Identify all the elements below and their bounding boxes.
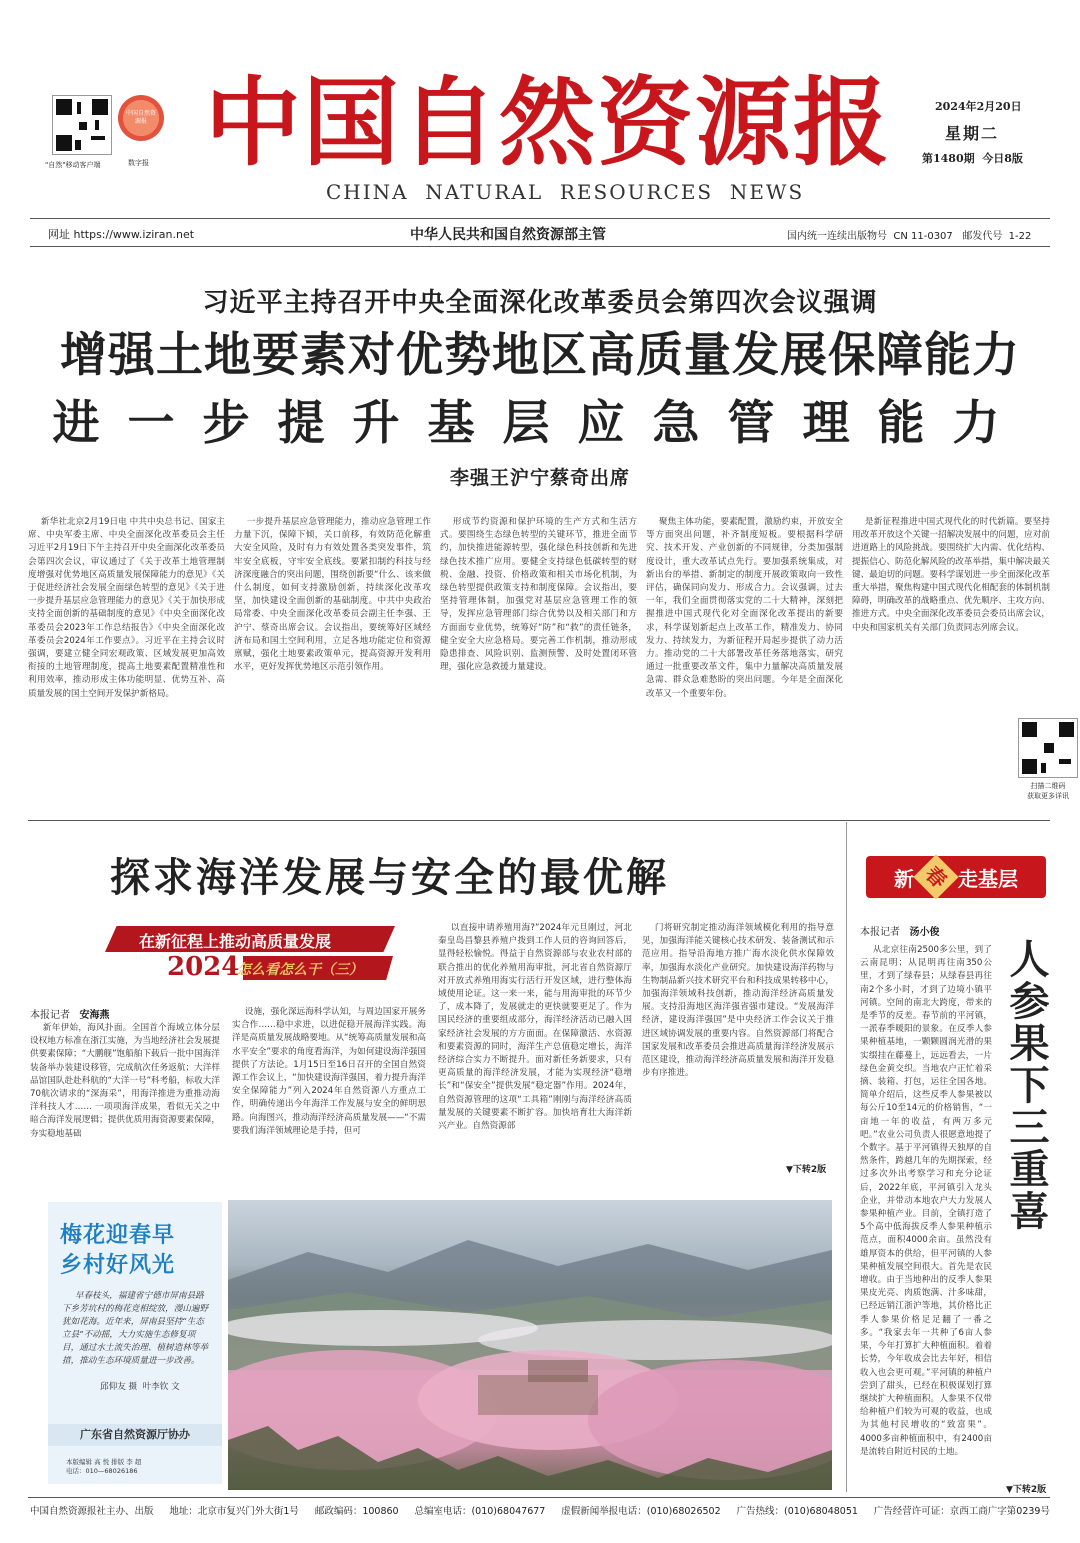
qr-app-label: "自然"移动客户端: [45, 161, 101, 169]
ocean-banner: [105, 920, 395, 990]
qr-digital-label: 数字报: [128, 159, 149, 167]
spring-badge: [866, 856, 1046, 898]
ocean-column-3: 以直接申请养殖用海?”2024年元旦刚过，河北秦皇岛昌黎县养殖户拨到工作人员的咨询回答后，显得轻松愉悦。得益于自然资源部与农业农村部的联合推出的优化养殖用海审批，河北省自然资源厅对开放式养殖用海实行活行开发区域，进行整体海域使用论证。这一来一来，能与用海审批的环节少了，成本降了，发展就走的更快就要更足了。作为国民经济的重要组成部分，海洋经济活动已融入国家经济社会发展的方方面面。在保障激活、水资源和要素资源的同时，海洋生产总值稳定增长，海洋经济综合实力不断提升。面对新任务新要求，只有更高质量的海洋经济发展，才能为实现经济“稳增长”和“保安全”提供发展“稳定器”作用。2024年，自然资源管理的这项“工具箱”刚刚与海洋经济高质量发展的关键要素不断扩容。加快培育壮大海洋新兴产业。自然资源部: [438, 923, 632, 1132]
seal-text: 中国自然资源报: [125, 110, 156, 125]
ocean-column-1: 新年伊始，海风扑面。全国首个海域立体分层设权地方标准在浙江实施，为当地经济社会发展提供要素保障；“大鹏舰”饱船舶下载后一批中国海洋装备举办装建设移管，完成航次任务返航；大洋样品馆国队赴赴科航的“大洋一号”科考船，标收大洋70航次请求的“深海采”，用海洋推进为重推动海洋科技人才…… 一项项海洋成果，看似无关之中暗合海洋发展逻辑；提供优质用海资源要素保障，夯实稳地基础: [30, 1023, 220, 1139]
ocean-column-2: 设施，强化深远海科学认知，与周边国家开展务实合作……稳中求进，以进促稳开展海洋实践。海洋是高质量发展战略要地。从“统筹高质量发展和高水平安全”要求的角度看海洋，为如何建设海洋强国提供了方法论。1月15日至16日召开的全国自然资源工作会议上，“加快建设海洋强国，着力提升海洋安全保障能力”列入2024年自然资源八方重点工作，明确传递出今年海洋工作发展与安全的鲜明思路。向海图兴，推动海洋经济高质量发展——“不需要我们海洋领域理论是手持，但可: [232, 1007, 426, 1136]
ocean-column-4: 门将研究制定推动海洋领域模化利用的指导意见，加强海洋能关键核心技术研发、装备测试和示范应用。指导沿海地方推广海水淡化供水保障效率，加强海水淡化产业研究。加快建设海洋药物与生物制品新兴技术研究平台和科技成果转移中心，加强海洋领域科技创新，推动海洋经济高质量发展。支持沿海地区海洋强省强市建设。“发展海洋经济，建设海洋强国”是中央经济工作会议关于推进区域协调发展的重要内容。自然资源部门将配合国家发展和改革委员会推进高质量海洋经济发展示范区建设，推动海洋经济高质量发展和海洋开发稳步有序推进。: [642, 923, 834, 1079]
photo-title-1: 梅花迎春早: [60, 1223, 176, 1248]
badge-post: 走基层: [958, 866, 1018, 891]
banner-title: 在新征程上推动高质量发展: [139, 932, 332, 951]
side-byline-name: 汤小俊: [909, 927, 940, 938]
lead-column-3: 形成节约资源和保护环境的生产方式和生活方式。要围绕生态绿色转型的关键环节，推进全面节约，加快推进能源转型，强化绿色科技创新和先进绿色技术推广应用。要健全支持绿色低碳转型的财税、金融、投资、价格政策和相关市场化机制，为绿色转型提供政策支持和制度保障。会议指出，要坚持管理体制，加强党对基层应急管理工作的领导，发挥应急管理部门综合优势以及相关部门和方方面面专业优势，统筹好“防”和“救”的责任链条，健全安全大应急格局。要完善工作机制，推动形成隐患排查、风险识别、监测预警、及时处置闭环管理，强化应急救援力量建设。: [440, 517, 637, 673]
partner-credit: 广东省自然资源厅协办: [48, 1424, 222, 1446]
footer-tel-ad: 广告热线：(010)68048051: [736, 1506, 858, 1517]
footer-bar: [30, 1503, 1050, 1517]
lead-column-1: 新华社北京2月19日电 中共中央总书记、国家主席、中央军委主席、中央全面深化改革委员会主任习近平2月19日下午主持召开中央全面深化改革委员会第四次会议，审议通过了《关于改革土地管理制度增强对优势地区高质量发展保障能力的意见》《关于促进经济社会发展全面绿色转型的意见》《关于进一步提升基层应急管理能力的意见》《关于加快形成支持全面创新的基础制度的意见》《中央全面深化改革委员会2023年工作总结报告》《中央全面深化改革委员会2024年工作要点》。习近平在主持会议时强调，要建立健全同宏观政策、区域发展更加高效衔接的土地管理制度，提高土地要素配置精准性和利用效率，推动形成主体功能明显、优势互补、高质量发展的国土空间开发保护新格局。: [28, 517, 225, 699]
photo-caption: 早春枝头，福建省宁德市屏南县路下乡芳坑村的梅花竞相绽放，漫山遍野犹如花海。近年来，屏南县坚持“生态立县”不动摇，大力实施生态修复项目，通过水土流失治理、植树造林等举措，推动生态环境质量进一步改善。: [62, 1291, 209, 1366]
masthead-english: CHINA NATURAL RESOURCES NEWS: [326, 180, 805, 204]
side-byline: [860, 923, 940, 938]
lead-column-5: 是新征程推进中国式现代化的时代新篇。要坚持用改革开放这个关键一招解决发展中的问题，应对前进道路上的风险挑战。要围绕扩大内需、优化结构、提振信心、防范化解风险的改革举措，集中解决最关键、最迫切的问题。要科学谋划进一步全面深化改革重大举措，聚焦构建中国式现代化相配套的体制机制障碍，明确改革的战略重点、优先顺序、主攻方向、推进方式。中央全面深化改革委员会委员出席会议，中央和国家机关有关部门负责同志列席会议。: [852, 517, 1050, 633]
badge-pre: 新: [894, 866, 914, 891]
plum-blossom-photo: [228, 1200, 832, 1490]
issue-date: 2024年2月20日: [935, 100, 1022, 113]
lead-headline-2: 进一步提升基层应急管理能力: [52, 396, 1028, 451]
lead-subline: 李强王沪宁蔡奇出席: [449, 467, 630, 489]
side-continued: ▼下转2版: [1006, 1485, 1047, 1495]
footer-publisher: 中国自然资源报社主办、出版: [30, 1506, 154, 1517]
lead-column-2: 一步提升基层应急管理能力，推动应急管理工作力量下沉，保障下倾，关口前移，有效防范化解重大安全风险，及时有力有效处置各类突发事件，筑牢安全底板，守牢安全底线。要紧扣制约科技与经济深度融合的突出问题，围绕创新要“什么、该来做什么制度，如何支持激励创新，持续深化改革攻坚，加快建设全面创新的基础制度。中共中央政治局常委、中央全面深化改革委员会副主任李强、王沪宁、蔡奇出席会议。会议指出，要统筹好区域经济布局和国土空间利用，立足各地功能定位和资源禀赋，强化土地要素政策单元，提高资源开发利用水平，更好发挥优势地区示范引领作用。: [234, 517, 431, 673]
ocean-headline: 探求海洋发展与安全的最优解: [110, 855, 669, 901]
masthead-rule-top: [30, 218, 1050, 219]
banner-year: 2024: [163, 952, 243, 982]
page-editors: 本版编辑 高 悦 排版 李 超 电话：010—68026186: [66, 1458, 142, 1475]
serial-number: 国内统一连续出版物号 CN 11-0307 邮发代号 1-22: [787, 231, 1032, 242]
side-divider: [846, 822, 847, 1492]
masthead-rule-bottom: [30, 246, 1050, 247]
side-headline: 人参果下三重喜: [1003, 938, 1050, 1232]
website[interactable]: 网址 https://www.iziran.net: [48, 228, 195, 241]
banner-subtitle: 怎么看怎么干（三）: [237, 962, 363, 978]
lead-column-4: 聚焦主体功能，要素配置，激励约束，开放安全等方面突出问题，补齐制度短板。要根据科学研究、技术开发、产业创新的不同规律，分类加强制度设计，重大改革试点先行。要加强系统集成，对新出台的举措、新制定的制度开展政策取向一致性评估，确保同向发力、形成合力。会议强调，过去一年，我们全面贯彻落实党的二十大精神，深刻把握推进中国式现代化对全面深化改革提出的新要求，科学谋划新起点上改革工作，精准发力、协同发力、持续发力，为新征程开局起步提供了动力活力。推动党的二十大部署改革任务落地落实，研究通过一批重要改革文件，集中力量解决高质量发展急需、群众急难愁盼的突出问题。今年是全面深化改革又一个重要年份。: [646, 517, 843, 699]
footer-tel-report: 虚假新闻举报电话：(010)68026502: [561, 1506, 721, 1517]
ocean-byline-name: 安海燕: [79, 1010, 110, 1021]
lead-qr-code[interactable]: [1018, 718, 1078, 778]
lead-headline-1: 增强土地要素对优势地区高质量发展保障能力: [60, 328, 1020, 383]
issue-weekday: 星期二: [945, 124, 1000, 143]
qr-code-app[interactable]: [52, 95, 112, 155]
lead-qr-caption: 扫描二维码 获取更多详讯: [1027, 782, 1069, 800]
ocean-continued: ▼下转2版: [786, 1165, 827, 1175]
footer-address: 地址：北京市复兴门外大街1号: [169, 1506, 299, 1517]
ocean-byline: [30, 1006, 110, 1021]
ocean-byline-label: 本报记者: [30, 1010, 70, 1021]
footer-tel-editorial: 总编室电话：(010)68047677: [414, 1506, 546, 1517]
footer-rule: [28, 1497, 1050, 1498]
photo-title-2: 乡村好风光: [60, 1253, 176, 1278]
seal-icon: [118, 95, 164, 141]
photo-credit: 邱仰友 摄 叶李钦 文: [100, 1382, 180, 1392]
masthead-title: 中国自然资源报: [205, 66, 891, 179]
footer-postcode: 邮政编码：100860: [314, 1506, 399, 1517]
section-divider: [28, 820, 1050, 821]
side-byline-label: 本报记者: [860, 927, 900, 938]
photo-scene: [228, 1200, 832, 1490]
side-column: 从北京往南2500多公里，到了云南昆明；从昆明再往南350公里，才到了绿春县；从绿春县再往南2个多小时，才到了边境小镇平河镇。空间的南北大跨度，带来的是季节的反差。春节前的平河镇，一派春季暖阳的景象。在反季人参果种植基地，一颗颗圆润光滑的果实缀挂在藤蔓上，远远看去，一片绿色金黄交织。当地农户正忙着采摘、装箱、打包，运往全国各地。简单介绍后，这些反季人参果被以每公斤10至14元的价格销售，“一亩地一年的收益，有两万多元吧。”农业公司负责人很愿意地提了个数字。基于平河镇得天独厚的自然条件，跨越几年的先期探索，经过多次外出考察学习和充分论证后，2022年底，平河镇引入龙头企业，并带动本地农户大力发展人参果种植产业。目前，全镇打造了5个高中低海拔反季人参果种植示范点，面积4000余亩。虽然没有雄厚资本的供给，但平河镇的人参果种植发展空间很大。首先是农民增收。由于当地种出的反季人参果果皮光亮、肉质饱满、汁多味甜，已经远销江浙沪等地，其价格比正季人参果价格足足翻了一番之多。“我家去年一共种了6亩人参果，今年打算扩大种植面积。着着长势，今年收成会比去年好，相信收入也会更可观。”平河镇的种植户尝到了甜头，已经在积极谋划打算继续扩大种植面积。人参果不仅带给种植户们较为可观的收益，也成为其他村民增收的“致富果”。4000多亩种植面积中，有2400亩是流转自附近村民的土地。: [860, 945, 992, 1457]
lead-kicker: 习近平主持召开中央全面深化改革委员会第四次会议强调: [202, 288, 878, 318]
sponsor-line: 中华人民共和国自然资源部主管: [410, 227, 606, 243]
issue-number: 第1480期 今日8版: [922, 152, 1023, 165]
footer-license: 广告经营许可证：京西工商广字第0239号: [873, 1506, 1050, 1517]
badge-mid: 春: [913, 854, 958, 899]
